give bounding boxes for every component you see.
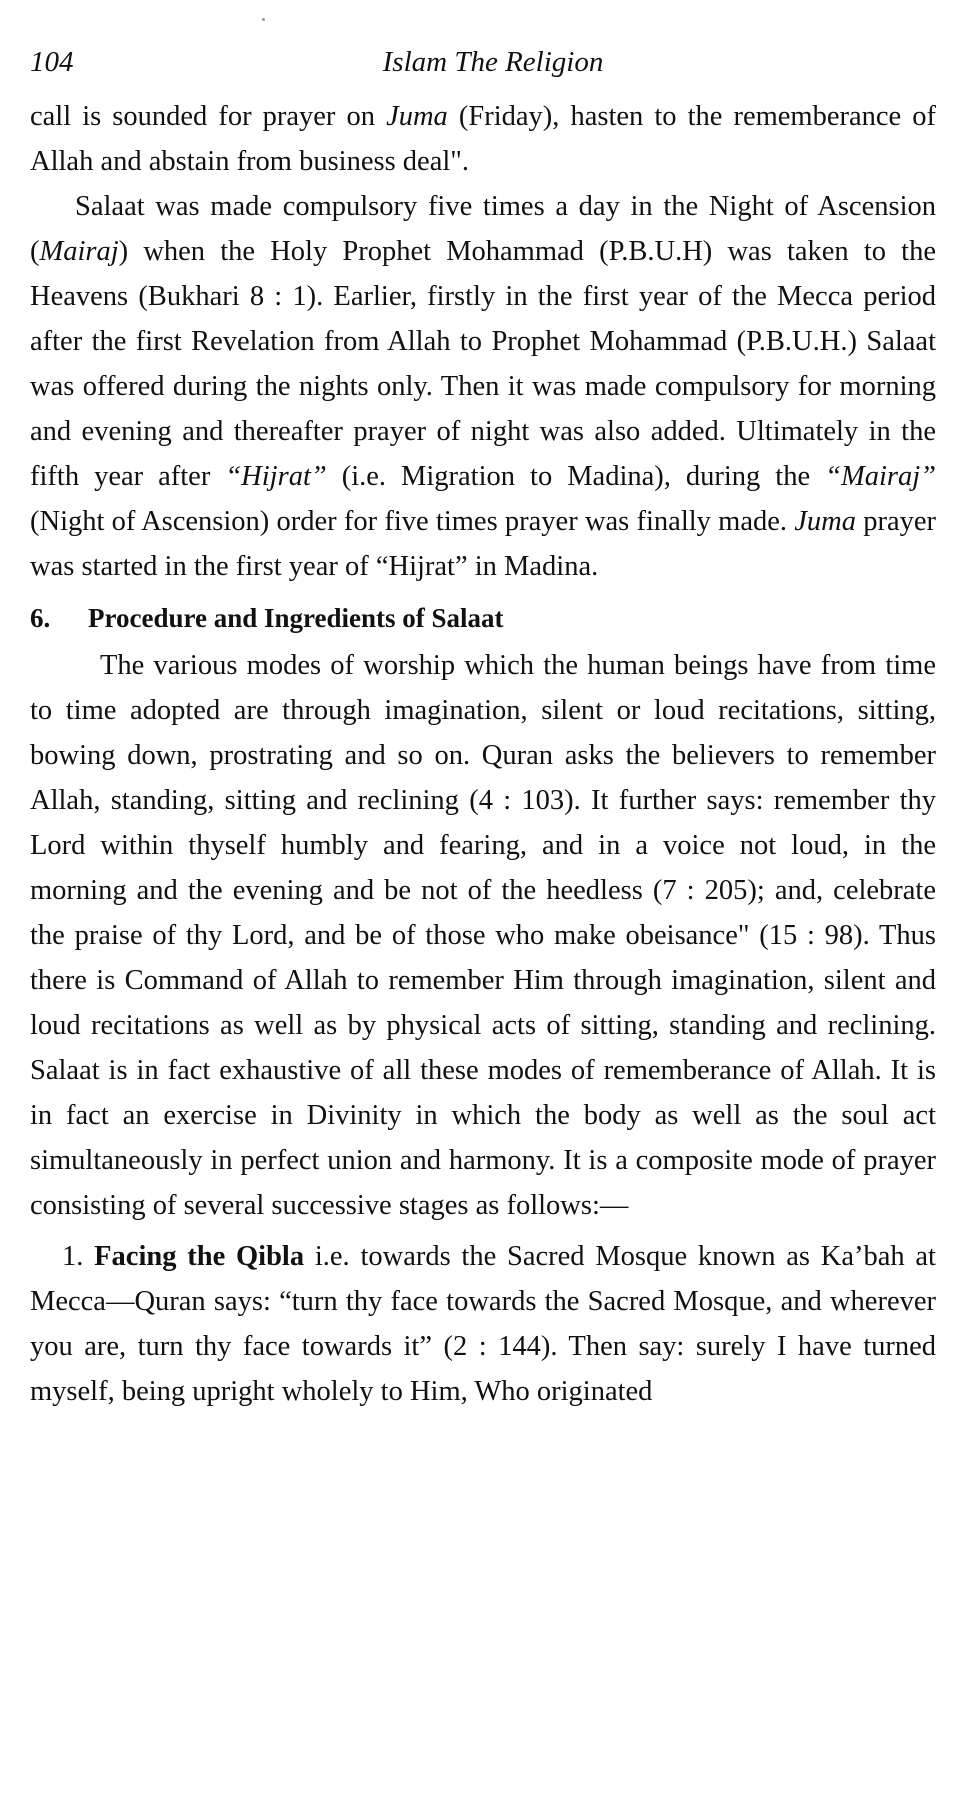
text-span: ) when the Holy Prophet Mohammad (P.B.U.H) was taken to the Heavens (Bukhari 8 : 1). Earlier, firstly in the first year of the Mecca period after the first Revelation from Allah to Prophet Mohammad (P.B.U.H.) Salaat was offered during the nights only. Then it was made compulsory for morning and evening and thereafter prayer of night was also added. Ultimately in the fifth year after — [30, 236, 936, 492]
list-item-text: i.e. towards the Sacred Mosque known as Ka’bah at Mecca—Quran says: “turn thy face towards the Sacred Mosque, and wherever you are, turn thy face towards it” (2 : 144). Then say: surely I have turned myself, being upright wholely to Him, Who originated — [30, 1241, 936, 1407]
mairaj-term: Mairaj — [39, 236, 119, 267]
scan-speck — [262, 18, 265, 21]
salaat-history-paragraph — [30, 184, 936, 589]
mairaj-term: “Mairaj” — [825, 461, 936, 492]
list-item-number: 1. — [62, 1241, 84, 1272]
text-span: (i.e. Migration to Madina), during the — [326, 461, 826, 492]
procedure-paragraph: The various modes of worship which the human beings have from time to time adopted are through imagination, silent or loud recitations, sitting, bowing down, prostrating and so on. Quran asks the believers to remember Allah, standing, sitting and reclining (4 : 103). It further says: remember thy Lord within thyself humbly and fearing, and in a voice not loud, in the morning and the evening and be not of the heedless (7 : 205); and, celebrate the praise of thy Lord, and be of those who make obeisance" (15 : 98). Thus there is Command of Allah to remember Him through imagination, silent and loud recitations as well as by physical acts of sitting, standing and reclining. Salaat is in fact exhaustive of all these modes of rememberance of Allah. It is in fact an exercise in Divinity in which the body as well as the soul act simultaneously in perfect union and harmony. It is a composite mode of prayer consisting of several successive stages as follows:— — [30, 650, 936, 1221]
list-item-lead: Facing the Qibla — [94, 1241, 305, 1272]
juma-term: Juma — [794, 506, 856, 537]
page-number: 104 — [30, 46, 74, 78]
text-span: (Night of Ascension) order for five times prayer was finally made. — [30, 506, 795, 537]
book-title: Islam The Religion — [382, 46, 604, 78]
book-page — [30, 46, 936, 1414]
section-title: Procedure and Ingredients of Salaat — [88, 603, 504, 633]
body-text — [30, 94, 936, 1414]
juma-term: Juma — [386, 101, 448, 132]
text-span: call is sounded for prayer on — [30, 101, 387, 132]
running-head — [30, 46, 936, 94]
section-heading — [30, 595, 936, 641]
hijrat-term: “Hijrat” — [225, 461, 327, 492]
text-span: Salaat was made compulsory five times a day in the Night of Ascension ( — [30, 191, 936, 267]
text-span: prayer was started in the first year of “Hijrat” in Madina. — [30, 506, 937, 582]
continuation-paragraph — [30, 94, 936, 184]
section-number: 6. — [30, 603, 51, 633]
text-span: (Friday), hasten to the rememberance of Allah and abstain from business deal". — [30, 101, 936, 177]
list-item — [30, 1234, 936, 1414]
